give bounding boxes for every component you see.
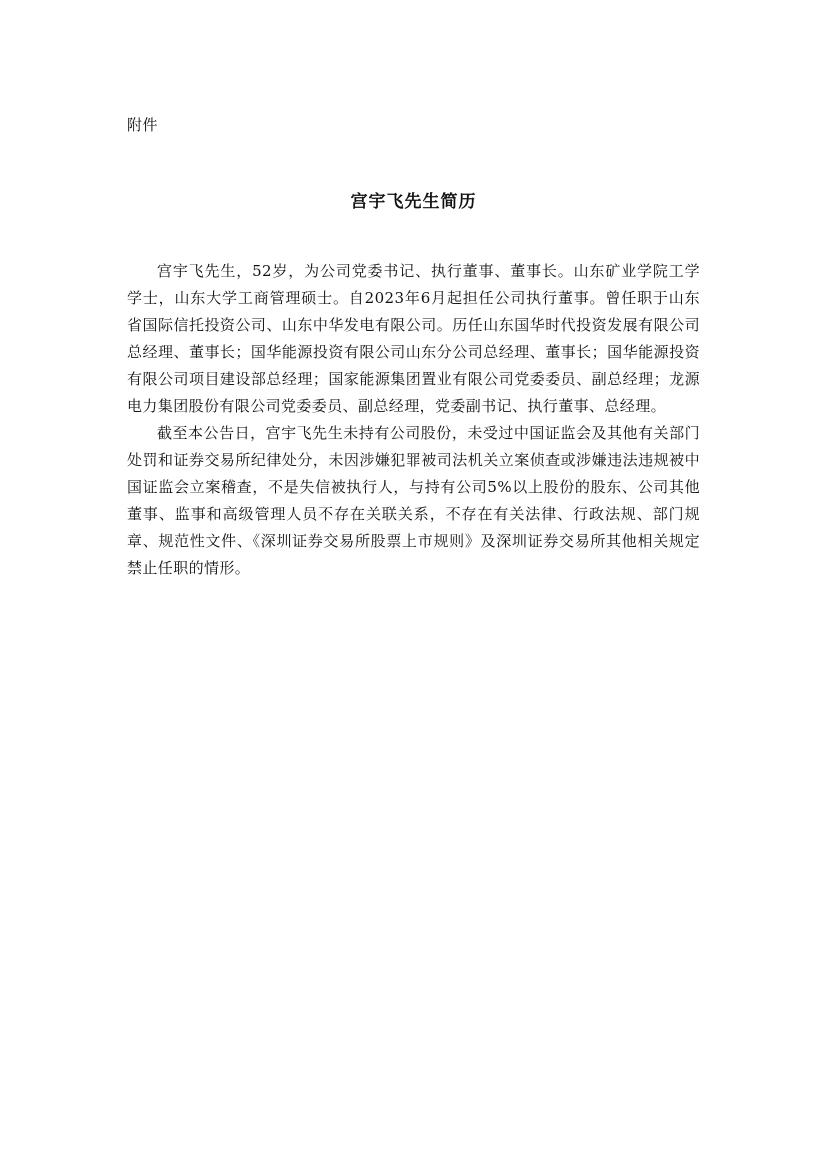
page-title: 宫宇飞先生简历 [350, 192, 477, 212]
paragraph-disclosure: 截至本公告日，宫宇飞先生未持有公司股份，未受过中国证监会及其他有关部门处罚和证券交易所纪律处分，未因涉嫌犯罪被司法机关立案侦查或涉嫌违法违规被中国证监会立案稽查，不是失信被执行人，与持有公司5%以上股份的股东、公司其他董事、监事和高级管理人员不存在关联关系，不存在有关法律、行政法规、部门规章、规范性文件、《深圳证券交易所股票上市规则》及深圳证券交易所其他相关规定禁止任职的情形。 [127, 424, 700, 577]
paragraph-biography: 宫宇飞先生，52岁，为公司党委书记、执行董事、董事长。山东矿业学院工学学士，山东大学工商管理硕士。自2023年6月起担任公司执行董事。曾任职于山东省国际信托投资公司、山东中华发电有限公司。历任山东国华时代投资发展有限公司总经理、董事长；国华能源投资有限公司山东分公司总经理、董事长；国华能源投资有限公司项目建设部总经理；国家能源集团置业有限公司党委委员、副总经理；龙源电力集团股份有限公司党委委员、副总经理，党委副书记、执行董事、总经理。 [127, 262, 700, 415]
attachment-label: 附件 [127, 116, 159, 134]
document-body [127, 258, 700, 582]
